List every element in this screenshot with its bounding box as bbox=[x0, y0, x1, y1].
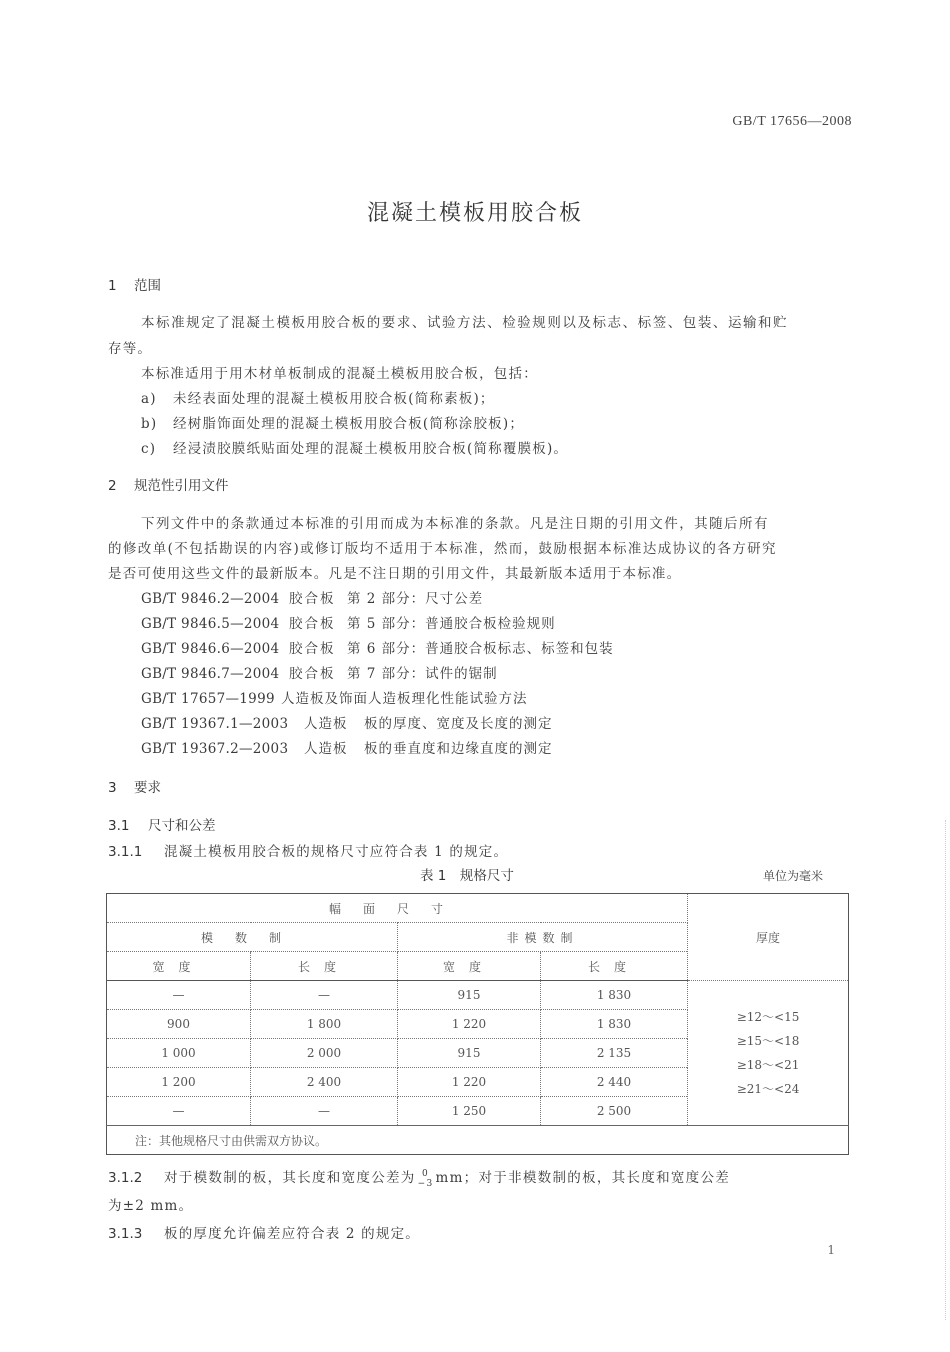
list-text: 经浸渍胶膜纸贴面处理的混凝土模板用胶合板(简称覆膜板)。 bbox=[173, 441, 569, 457]
tolerance-fraction bbox=[418, 1169, 434, 1189]
paragraph: 本标准适用于用木材单板制成的混凝土模板用胶合板，包括： bbox=[141, 366, 538, 382]
reference-title: 人造板及饰面人造板理化性能试验方法 bbox=[281, 691, 528, 707]
scan-edge-mark bbox=[943, 820, 946, 1320]
reference-title: 胶合板 bbox=[289, 616, 336, 632]
table-cell: — bbox=[107, 1097, 251, 1126]
reference-subtitle: 第 7 部分：试件的锯制 bbox=[347, 666, 498, 682]
table-cell: 1 830 bbox=[541, 1010, 688, 1039]
table-header-cell: 长度 bbox=[541, 952, 688, 981]
standard-number: GB/T 17656—2008 bbox=[732, 114, 852, 129]
section-title: 规范性引用文件 bbox=[134, 478, 229, 494]
thickness-value: ≥21～<24 bbox=[736, 1082, 800, 1096]
list-text: 未经表面处理的混凝土模板用胶合板(简称素板)； bbox=[173, 391, 495, 407]
clause-number: 3.1.1 bbox=[108, 844, 143, 860]
clause-3-1-3 bbox=[108, 1222, 420, 1242]
subsection-title: 尺寸和公差 bbox=[148, 818, 216, 834]
reference-code: GB/T 19367.2—2003 bbox=[141, 741, 289, 757]
paragraph: 存等。 bbox=[108, 341, 153, 357]
paragraph: 本标准规定了混凝土模板用胶合板的要求、试验方法、检验规则以及标志、标签、包装、运输和贮 bbox=[141, 315, 789, 331]
clause-text: mm；对于非模数制的板，其长度和宽度公差 bbox=[435, 1170, 731, 1186]
clause-3-1-1 bbox=[108, 840, 508, 860]
reference-code: GB/T 9846.6—2004 bbox=[141, 641, 280, 657]
table-note: 注：其他规格尺寸由供需双方协议。 bbox=[107, 1126, 849, 1155]
paragraph: 是否可使用这些文件的最新版本。凡是不注日期的引用文件，其最新版本适用于本标准。 bbox=[108, 566, 682, 582]
table-cell: 2 400 bbox=[251, 1068, 398, 1097]
section-number: 2 bbox=[108, 478, 117, 494]
list-marker: c) bbox=[141, 441, 157, 457]
paragraph: 下列文件中的条款通过本标准的引用而成为本标准的条款。凡是注日期的引用文件，其随后所有 bbox=[141, 516, 769, 532]
table-cell: 2 135 bbox=[541, 1039, 688, 1068]
section-number: 3 bbox=[108, 780, 117, 796]
clause-number: 3.1.3 bbox=[108, 1226, 143, 1242]
list-marker: a) bbox=[141, 391, 157, 407]
clause-text: 混凝土模板用胶合板的规格尺寸应符合表 1 的规定。 bbox=[164, 844, 509, 860]
reference-title: 人造板 bbox=[304, 741, 348, 757]
thickness-value: ≥18～<21 bbox=[736, 1058, 800, 1072]
reference-item bbox=[141, 612, 556, 632]
clause-number: 3.1.2 bbox=[108, 1170, 143, 1186]
table-header-cell: 宽度 bbox=[398, 952, 541, 981]
reference-subtitle: 第 5 部分：普通胶合板检验规则 bbox=[347, 616, 556, 632]
table-cell: 1 000 bbox=[107, 1039, 251, 1068]
list-item bbox=[141, 412, 524, 432]
clause-text: 对于模数制的板，其长度和宽度公差为 bbox=[164, 1170, 416, 1186]
table-header-cell: 模数制 bbox=[107, 923, 398, 952]
thickness-value: ≥15～<18 bbox=[736, 1034, 800, 1048]
reference-item bbox=[141, 737, 553, 757]
thickness-cell bbox=[688, 981, 849, 1126]
thickness-value: ≥12～<15 bbox=[736, 1010, 800, 1024]
table-row bbox=[107, 981, 849, 1010]
table-cell: 900 bbox=[107, 1010, 251, 1039]
document-title: 混凝土模板用胶合板 bbox=[366, 201, 583, 226]
table-caption: 表 1 规格尺寸 bbox=[420, 868, 514, 884]
table-header-cell: 宽度 bbox=[107, 952, 251, 981]
paragraph: 的修改单(不包括勘误的内容)或修订版均不适用于本标准，然而，鼓励根据本标准达成协议的各方研究 bbox=[108, 541, 777, 557]
list-item bbox=[141, 437, 568, 457]
list-text: 经树脂饰面处理的混凝土模板用胶合板(简称涂胶板)； bbox=[173, 416, 525, 432]
clause-3-1-2-continued: 为±2 mm。 bbox=[108, 1198, 194, 1214]
reference-item bbox=[141, 587, 483, 607]
table-header-cell: 厚度 bbox=[688, 894, 849, 981]
reference-subtitle: 板的厚度、宽度及长度的测定 bbox=[364, 716, 553, 732]
table-cell: 2 000 bbox=[251, 1039, 398, 1068]
table-header-cell: 幅面尺寸 bbox=[107, 894, 688, 923]
table-cell: — bbox=[251, 1097, 398, 1126]
table-cell: — bbox=[107, 981, 251, 1010]
reference-title: 胶合板 bbox=[289, 591, 336, 607]
reference-code: GB/T 9846.5—2004 bbox=[141, 616, 280, 632]
section-1-heading bbox=[108, 274, 161, 294]
subsection-number: 3.1 bbox=[108, 818, 130, 834]
reference-item bbox=[141, 687, 528, 707]
reference-title: 人造板 bbox=[304, 716, 348, 732]
reference-item bbox=[141, 662, 498, 682]
list-item bbox=[141, 387, 495, 407]
table-cell: 1 220 bbox=[398, 1010, 541, 1039]
section-title: 范围 bbox=[134, 278, 161, 294]
list-marker: b) bbox=[141, 416, 158, 432]
subsection-3-1-heading bbox=[108, 814, 216, 834]
table-cell: 1 220 bbox=[398, 1068, 541, 1097]
tolerance-lower: −3 bbox=[417, 1178, 434, 1189]
table-cell: 2 440 bbox=[541, 1068, 688, 1097]
reference-code: GB/T 9846.7—2004 bbox=[141, 666, 280, 682]
table-unit: 单位为毫米 bbox=[763, 869, 824, 883]
table-cell: 1 200 bbox=[107, 1068, 251, 1097]
reference-subtitle: 第 2 部分：尺寸公差 bbox=[347, 591, 484, 607]
page-number: 1 bbox=[827, 1243, 835, 1257]
table-cell: — bbox=[251, 981, 398, 1010]
table-cell: 1 830 bbox=[541, 981, 688, 1010]
spec-table bbox=[106, 893, 849, 1155]
section-number: 1 bbox=[108, 278, 117, 294]
table-cell: 915 bbox=[398, 1039, 541, 1068]
table-cell: 915 bbox=[398, 981, 541, 1010]
reference-subtitle: 第 6 部分：普通胶合板标志、标签和包装 bbox=[347, 641, 614, 657]
reference-code: GB/T 19367.1—2003 bbox=[141, 716, 289, 732]
reference-title: 胶合板 bbox=[289, 641, 336, 657]
section-2-heading bbox=[108, 474, 229, 494]
table-cell: 1 250 bbox=[398, 1097, 541, 1126]
reference-code: GB/T 17657—1999 bbox=[141, 691, 275, 707]
section-3-heading bbox=[108, 776, 161, 796]
section-title: 要求 bbox=[134, 780, 161, 796]
table-cell: 2 500 bbox=[541, 1097, 688, 1126]
reference-item bbox=[141, 712, 553, 732]
tolerance-upper: 0 bbox=[422, 1168, 430, 1179]
clause-3-1-2 bbox=[108, 1166, 730, 1189]
clause-text: 板的厚度允许偏差应符合表 2 的规定。 bbox=[164, 1226, 420, 1242]
table-header-cell: 长度 bbox=[251, 952, 398, 981]
table-header-cell: 非模数制 bbox=[398, 923, 688, 952]
reference-title: 胶合板 bbox=[289, 666, 336, 682]
reference-item bbox=[141, 637, 614, 657]
table-cell: 1 800 bbox=[251, 1010, 398, 1039]
reference-subtitle: 板的垂直度和边缘直度的测定 bbox=[364, 741, 553, 757]
reference-code: GB/T 9846.2—2004 bbox=[141, 591, 280, 607]
